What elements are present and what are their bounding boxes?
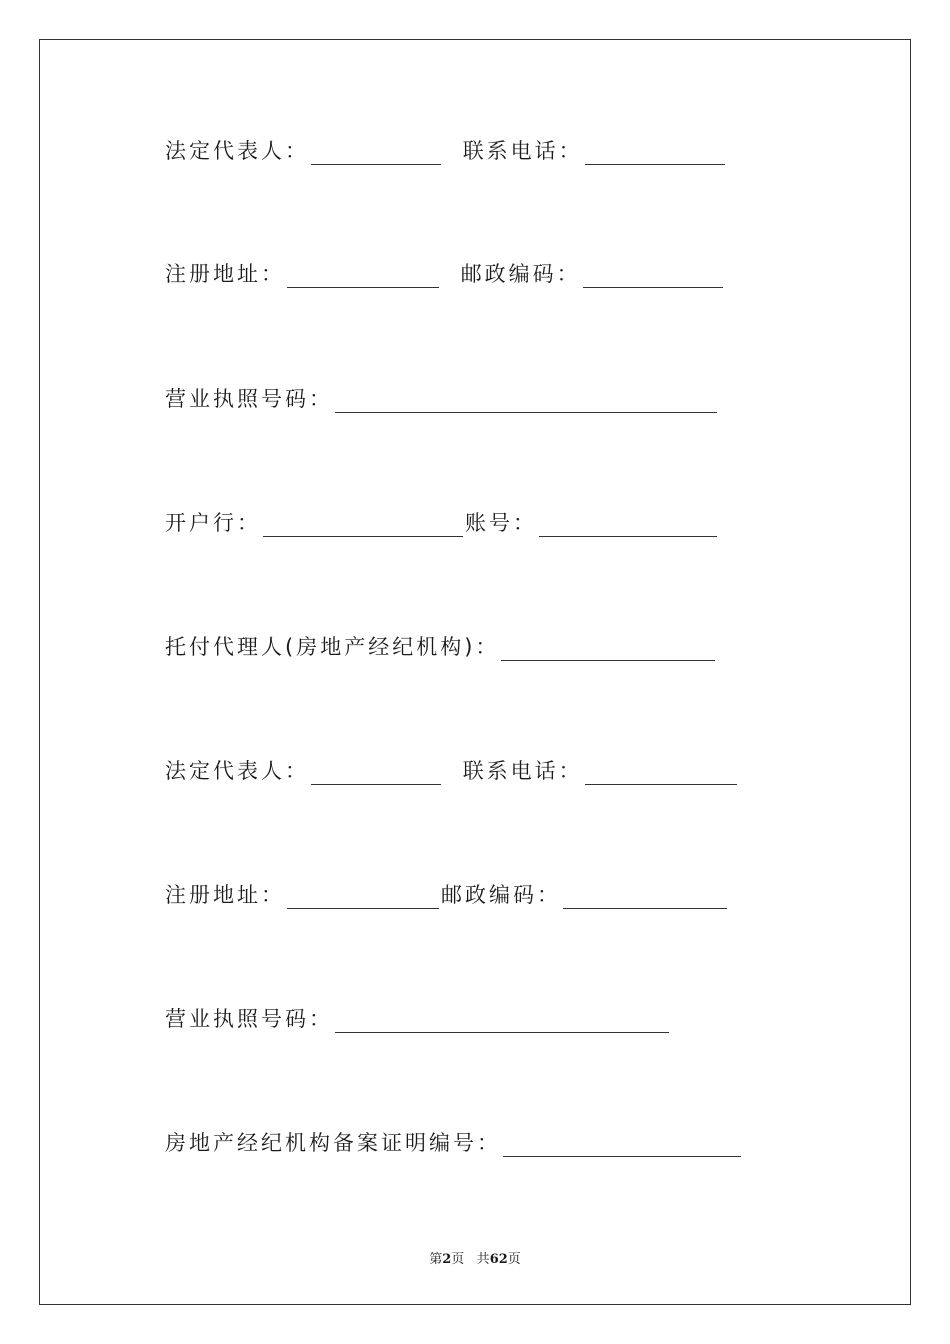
line-license-2	[165, 1005, 671, 1033]
label-legal-rep: 法定代表人：	[165, 139, 309, 163]
blank-license[interactable]	[335, 392, 717, 413]
footer-page-number: 2	[442, 1252, 452, 1267]
label-phone: 联系电话：	[462, 759, 583, 783]
blank-legal-rep[interactable]	[311, 764, 441, 785]
label-address: 注册地址：	[165, 262, 285, 286]
footer-total-unit: 页	[507, 1252, 521, 1267]
line-address-2	[165, 881, 729, 909]
line-registration-no	[165, 1129, 743, 1157]
blank-postcode[interactable]	[583, 267, 723, 288]
line-legal-rep-2	[165, 757, 739, 785]
label-account: 账号：	[465, 511, 537, 535]
line-legal-rep-1	[165, 137, 727, 165]
blank-agent[interactable]	[501, 640, 715, 661]
blank-legal-rep[interactable]	[311, 144, 441, 165]
line-agent	[165, 633, 717, 661]
blank-bank[interactable]	[263, 516, 463, 537]
blank-address[interactable]	[287, 267, 439, 288]
footer-prefix: 第	[429, 1252, 443, 1267]
label-registration-no: 房地产经纪机构备案证明编号：	[165, 1131, 501, 1155]
label-bank: 开户行：	[165, 511, 261, 535]
blank-postcode[interactable]	[563, 888, 727, 909]
blank-address[interactable]	[287, 888, 439, 909]
footer-total-prefix: 共	[476, 1252, 490, 1267]
page-border	[39, 39, 911, 1305]
line-address-1	[165, 260, 725, 288]
line-bank	[165, 509, 719, 537]
blank-phone[interactable]	[585, 764, 737, 785]
label-license: 营业执照号码：	[165, 387, 333, 411]
blank-phone[interactable]	[585, 144, 725, 165]
label-agent: 托付代理人(房地产经纪机构)：	[165, 635, 500, 659]
label-phone: 联系电话：	[462, 139, 583, 163]
footer-total-pages: 62	[489, 1252, 508, 1267]
line-license-1	[165, 385, 719, 413]
label-address: 注册地址：	[165, 883, 285, 907]
blank-license[interactable]	[335, 1012, 669, 1033]
blank-registration-no[interactable]	[503, 1136, 741, 1157]
label-legal-rep: 法定代表人：	[165, 759, 309, 783]
label-license: 营业执照号码：	[165, 1007, 333, 1031]
blank-account[interactable]	[539, 516, 717, 537]
page-footer	[0, 1248, 950, 1267]
label-postcode: 邮政编码：	[460, 262, 581, 286]
footer-page-unit: 页	[451, 1252, 465, 1267]
label-postcode: 邮政编码：	[441, 883, 561, 907]
